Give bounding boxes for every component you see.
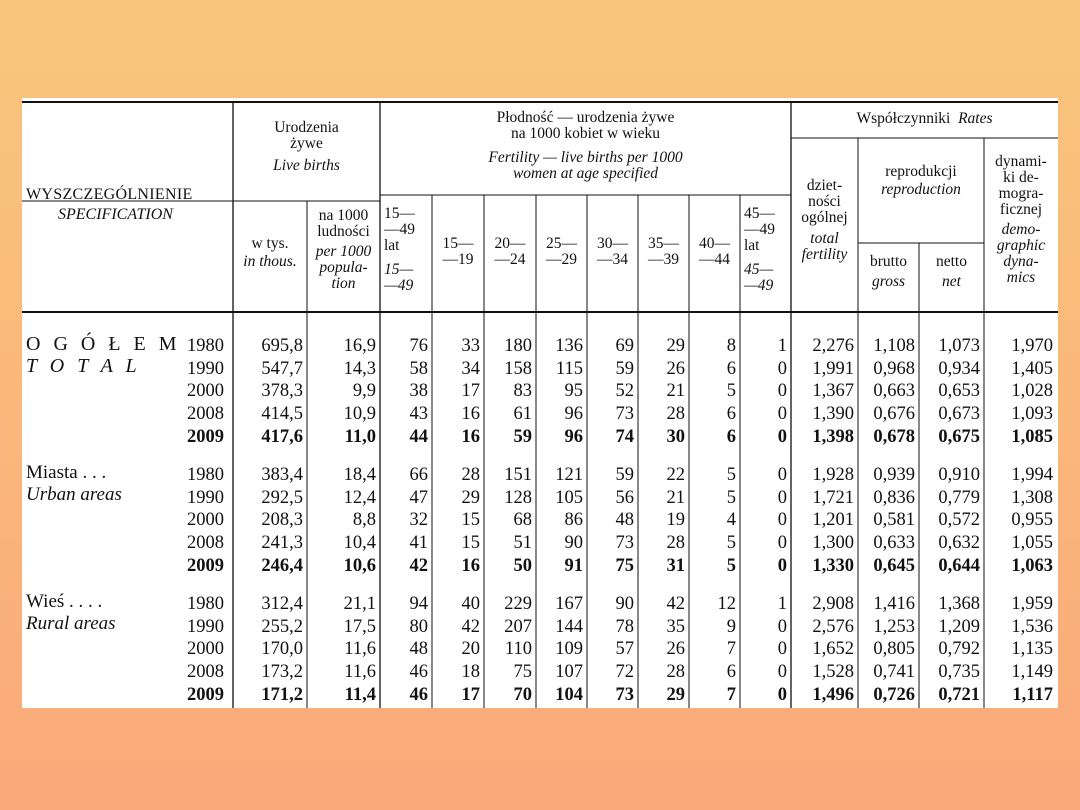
header-age-40-44: 40— —44 [699,235,730,268]
table-cell: 21,1 [343,594,376,614]
table-cell: 90 [564,533,583,554]
table-cell: 26 [666,358,685,379]
header-reproduction-pl: reprodukcji [885,163,957,180]
header-net-pl: netto [936,253,967,270]
table-cell: 12,4 [343,487,376,508]
table-cell: 48 [615,510,634,531]
header-reproduction-en: reproduction [881,181,961,198]
table-cell: 0 [777,533,787,554]
table-cell: 0,633 [873,533,915,554]
table-cell: 136 [555,336,583,356]
table-cell: 7 [726,639,736,660]
header-age-35-39: 35— —39 [648,235,679,268]
table-cell: 0,779 [938,487,980,508]
table-cell: 1,308 [1011,487,1053,508]
table-cell: 12 [717,594,736,614]
header-fertility-en: Fertility — live births per 1000 women at age specified [488,149,683,182]
table-cell: 378,3 [261,381,303,402]
table-cell: 17 [461,381,480,402]
table-cell: 1,994 [1011,465,1053,485]
table-cell: 56 [615,487,634,508]
table-cell: 68 [513,510,532,531]
table-cell: 0,663 [873,381,915,402]
table-cell: 0 [777,616,787,637]
table-cell: 180 [504,336,532,356]
table-cell: 75 [513,662,532,683]
table-cell: 31 [666,555,685,576]
table-cell: 414,5 [261,404,303,425]
table-cell: 0,675 [938,426,980,447]
table-cell: 0,836 [873,487,915,508]
table-cell: 11,6 [344,662,376,683]
table-cell: 0,581 [873,510,915,531]
table-cell: 21 [666,381,685,402]
table-cell: 2,908 [812,594,854,614]
table-cell: 1,135 [1011,639,1053,660]
group-label-pl: Miasta . . . [26,462,107,483]
table-cell: 1,536 [1011,616,1053,637]
table-cell: 29 [666,684,685,705]
table-cell: 121 [555,465,583,485]
table-cell: 86 [564,510,583,531]
table-cell: 73 [615,684,634,705]
header-age-15-49-pl: 15— —49 lat [384,205,415,254]
table-cell: 0 [777,404,787,425]
row-year: 1980 [187,336,224,356]
table-cell: 292,5 [261,487,303,508]
table-cell: 5 [726,555,736,576]
table-cell: 0,572 [938,510,980,531]
table-cell: 1,367 [812,381,854,402]
table-cell: 2,276 [812,336,854,356]
table-cell: 1 [777,336,787,356]
table-cell: 9,9 [352,381,376,402]
table-cell: 1,209 [938,616,980,637]
row-year: 1980 [187,594,224,614]
table-cell: 46 [409,662,428,683]
table-cell: 34 [461,358,480,379]
table-cell: 1,028 [1011,381,1053,402]
table-cell: 48 [409,639,428,660]
table-cell: 70 [513,684,532,705]
table-cell: 0 [777,662,787,683]
table-cell: 5 [726,381,736,402]
row-year: 1990 [187,616,224,637]
row-year: 2008 [187,404,224,425]
table-cell: 1,055 [1011,533,1053,554]
table-cell: 42 [666,594,685,614]
table-cell: 1,300 [812,533,854,554]
table-cell: 128 [504,487,532,508]
table-cell: 0,678 [873,426,915,447]
table-cell: 96 [564,404,583,425]
header-dynamics-pl: dynami- ki de- mogra- ficznej [995,153,1047,218]
table-cell: 0,792 [938,639,980,660]
table-cell: 11,0 [344,426,376,447]
table-cell: 9 [726,616,736,637]
table-cell: 7 [726,684,736,705]
table-cell: 0,726 [873,684,915,705]
header-fertility-pl: Płodność — urodzenia żywe na 1000 kobiet w wieku [496,109,675,142]
table-cell: 18 [461,662,480,683]
table-cell: 0 [777,684,787,705]
table-cell: 57 [615,639,634,660]
table-cell: 40 [461,594,480,614]
header-age-45-49-en: 45— —49 [744,261,774,294]
table-cell: 109 [555,639,583,660]
table-cell: 95 [564,381,583,402]
table-cell: 59 [513,426,532,447]
header-age-20-24: 20— —24 [494,235,526,268]
table-cell: 28 [666,404,685,425]
table-cell: 16 [461,555,480,576]
header-age-15-49-en: 15— —49 [384,261,414,294]
table-cell: 0 [777,358,787,379]
table-cell: 11,4 [344,684,376,705]
table-cell: 1,398 [812,426,854,447]
table-cell: 76 [409,336,428,356]
table-cell: 14,3 [343,358,376,379]
table-cell: 1,928 [812,465,854,485]
table-cell: 91 [564,555,583,576]
table-cell: 58 [409,358,428,379]
table-cell: 10,4 [343,533,376,554]
table-cell: 73 [615,533,634,554]
table-cell: 29 [666,336,685,356]
table-cell: 5 [726,487,736,508]
table-cell: 78 [615,616,634,637]
table-cell: 0,968 [873,358,915,379]
table-cell: 104 [555,684,583,705]
table-cell: 1,721 [812,487,854,508]
table-cell: 6 [726,404,736,425]
header-rates-pl: Współczynniki [856,110,951,127]
table-cell: 0 [777,381,787,402]
table-cell: 0 [777,510,787,531]
table-cell: 44 [409,426,428,447]
table-cell: 30 [666,426,685,447]
header-rates [791,111,1058,127]
table-cell: 1,496 [812,684,854,705]
group-label-en: Urban areas [26,484,122,505]
table-cell: 69 [615,336,634,356]
row-year: 2008 [187,533,224,554]
header-births-per-en: per 1000 popula- tion [315,243,372,292]
table-cell: 0,741 [873,662,915,683]
header-births-thous: w tys. [251,235,289,252]
table-cell: 4 [726,510,736,531]
table-cell: 42 [461,616,480,637]
table-cell: 75 [615,555,634,576]
table-cell: 42 [409,555,428,576]
table-cell: 10,6 [343,555,376,576]
table-cell: 1,416 [873,594,915,614]
table-cell: 33 [461,336,480,356]
table-cell: 110 [504,639,532,660]
table-cell: 0,676 [873,404,915,425]
table-cell: 1,073 [938,336,980,356]
table-cell: 0,632 [938,533,980,554]
table-cell: 171,2 [261,684,303,705]
table-cell: 0,721 [938,684,980,705]
table-cell: 105 [555,487,583,508]
table-cell: 1,970 [1011,336,1053,356]
table-cell: 1,117 [1012,684,1053,705]
table-cell: 83 [513,381,532,402]
table-cell: 61 [513,404,532,425]
table-cell: 1,368 [938,594,980,614]
table-cell: 59 [615,358,634,379]
table-cell: 73 [615,404,634,425]
table-cell: 0,939 [873,465,915,485]
table-cell: 207 [504,616,532,637]
table-cell: 208,3 [261,510,303,531]
table-cell: 8,8 [352,510,376,531]
table-cell: 47 [409,487,428,508]
row-year: 2008 [187,662,224,683]
table-cell: 0,653 [938,381,980,402]
table-cell: 20 [461,639,480,660]
table-cell: 43 [409,404,428,425]
table-cell: 16 [461,426,480,447]
table-cell: 74 [615,426,634,447]
table-cell: 1,108 [873,336,915,356]
table-cell: 1,149 [1011,662,1053,683]
table-cell: 5 [726,533,736,554]
table-cell: 170,0 [261,639,303,660]
header-net-en: net [942,273,961,290]
table-cell: 1,253 [873,616,915,637]
table-cell: 19 [666,510,685,531]
table-cell: 1,201 [812,510,854,531]
table-cell: 1,085 [1011,426,1053,447]
table-cell: 151 [504,465,532,485]
row-year: 1980 [187,465,224,485]
table-cell: 417,6 [261,426,303,447]
header-total-fertility-pl: dziet- ności ogólnej [801,177,848,226]
statistics-table [22,98,1058,708]
table-cell: 80 [409,616,428,637]
table-cell: 1 [777,594,787,614]
table-cell: 547,7 [261,358,303,379]
table-cell: 1,959 [1011,594,1053,614]
table-cell: 167 [555,594,583,614]
table-cell: 0 [777,487,787,508]
table-cell: 0,735 [938,662,980,683]
row-year: 2000 [187,639,224,660]
row-year: 2009 [187,684,224,705]
table-cell: 0,955 [1011,510,1053,531]
table-cell: 695,8 [261,336,303,356]
group-label-pl: Wieś . . . . [26,591,103,612]
table-cell: 90 [615,594,634,614]
header-births-en: Live births [273,157,340,174]
table-cell: 15 [461,510,480,531]
table-cell: 312,4 [261,594,303,614]
table-cell: 0,644 [938,555,980,576]
table-cell: 94 [409,594,428,614]
table-cell: 2,576 [812,616,854,637]
table-cell: 50 [513,555,532,576]
table-cell: 17,5 [343,616,376,637]
table-cell: 28 [461,465,480,485]
table-cell: 144 [555,616,583,637]
table-cell: 17 [461,684,480,705]
table-cell: 107 [555,662,583,683]
row-year: 2009 [187,426,224,447]
table-cell: 16 [461,404,480,425]
header-gross-en: gross [871,273,906,290]
table-cell: 32 [409,510,428,531]
table-cell: 26 [666,639,685,660]
table-cell: 96 [564,426,583,447]
header-rates-en: Rates [958,110,993,127]
header-age-45-49-pl: 45— —49 lat [744,205,775,254]
table-cell: 66 [409,465,428,485]
table-cell: 0,645 [873,555,915,576]
header-spec-pl: WYSZCZEGÓLNIENIE [26,186,193,203]
table-cell: 1,528 [812,662,854,683]
table-cell: 18,4 [343,465,376,485]
header-spec-en: SPECIFICATION [58,206,173,223]
header-births-pl: Urodzenia żywe [274,119,339,152]
table-cell: 15 [461,533,480,554]
table-cell: 241,3 [261,533,303,554]
table-cell: 0 [777,426,787,447]
table-cell: 52 [615,381,634,402]
table-cell: 1,991 [812,358,854,379]
group-label-en: Rural areas [26,613,116,634]
group-label-en: T O T A L [26,355,141,377]
table-cell: 0,673 [938,404,980,425]
table-cell: 35 [666,616,685,637]
table-cell: 72 [615,662,634,683]
table-cell: 115 [555,358,583,379]
row-year: 2009 [187,555,224,576]
table-cell: 383,4 [261,465,303,485]
table-cell: 229 [504,594,532,614]
table-cell: 8 [726,336,736,356]
table-cell: 0,934 [938,358,980,379]
table-cell: 0,805 [873,639,915,660]
table-cell: 246,4 [261,555,303,576]
table-cell: 22 [666,465,685,485]
table-cell: 21 [666,487,685,508]
header-age-25-29: 25— —29 [546,235,577,268]
header-births-per-pl: na 1000 ludności [317,207,370,240]
table-cell: 1,330 [812,555,854,576]
table-cell: 0 [777,465,787,485]
table-cell: 255,2 [261,616,303,637]
table-cell: 1,063 [1011,555,1053,576]
header-births-thous-en: in thous. [243,253,297,270]
header-dynamics-en: demo- graphic dyna- mics [996,221,1046,286]
table-cell: 0 [777,555,787,576]
table-cell: 51 [513,533,532,554]
row-year: 2000 [187,510,224,531]
header-gross-pl: brutto [869,253,908,270]
table-cell: 28 [666,662,685,683]
table-cell: 6 [726,662,736,683]
row-year: 1990 [187,358,224,379]
table-cell: 28 [666,533,685,554]
table-cell: 1,093 [1011,404,1053,425]
table-cell: 6 [726,426,736,447]
table-cell: 0,910 [938,465,980,485]
table-cell: 29 [461,487,480,508]
table-cell: 59 [615,465,634,485]
table-cell: 1,405 [1011,358,1053,379]
table-cell: 46 [409,684,428,705]
header-age-30-34: 30— —34 [597,235,628,268]
table-cell: 41 [409,533,428,554]
header-total-fertility-en: total fertility [801,230,848,263]
group-label-pl: O G Ó Ł E M [26,333,181,355]
table-cell: 1,652 [812,639,854,660]
table-cell: 11,6 [344,639,376,660]
table-cell: 10,9 [343,404,376,425]
table-cell: 158 [504,358,532,379]
table-cell: 6 [726,358,736,379]
table-cell: 1,390 [812,404,854,425]
table-cell: 38 [409,381,428,402]
row-year: 2000 [187,381,224,402]
table-cell: 5 [726,465,736,485]
table-cell: 0 [777,639,787,660]
table-cell: 173,2 [261,662,303,683]
row-year: 1990 [187,487,224,508]
header-age-15-19: 15— —19 [442,235,474,268]
table-cell: 16,9 [343,336,376,356]
